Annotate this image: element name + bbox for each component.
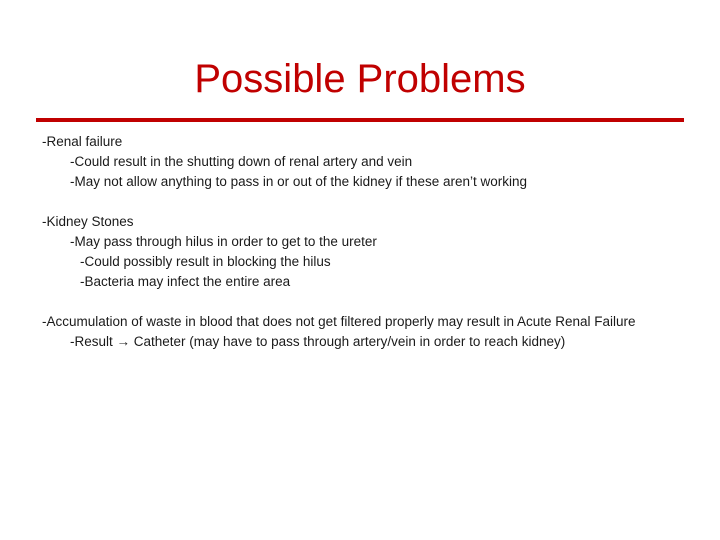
slide-body: [42, 132, 702, 352]
sub-sub-bullet: -Could possibly result in blocking the hilus: [80, 254, 331, 269]
bullet-kidney-stones: -Kidney Stones: [42, 214, 134, 229]
title-divider: [36, 118, 684, 122]
sub-bullet: -Result → Catheter (may have to pass through artery/vein in order to reach kidney): [70, 334, 566, 349]
sub-sub-bullet: -Bacteria may infect the entire area: [80, 274, 291, 289]
slide-title: Possible Problems: [194, 57, 526, 101]
spacer: [42, 292, 702, 312]
sub-bullet: -May pass through hilus in order to get to the ureter: [70, 234, 377, 249]
spacer: [42, 192, 702, 212]
sub-bullet: -May not allow anything to pass in or out of the kidney if these aren’t working: [70, 174, 527, 189]
bullet-renal-failure: -Renal failure: [42, 134, 123, 149]
sub-bullet: -Could result in the shutting down of renal artery and vein: [70, 154, 413, 169]
bullet-waste-accumulation: -Accumulation of waste in blood that does not get filtered properly may result in Acute Renal Failure: [42, 314, 636, 329]
